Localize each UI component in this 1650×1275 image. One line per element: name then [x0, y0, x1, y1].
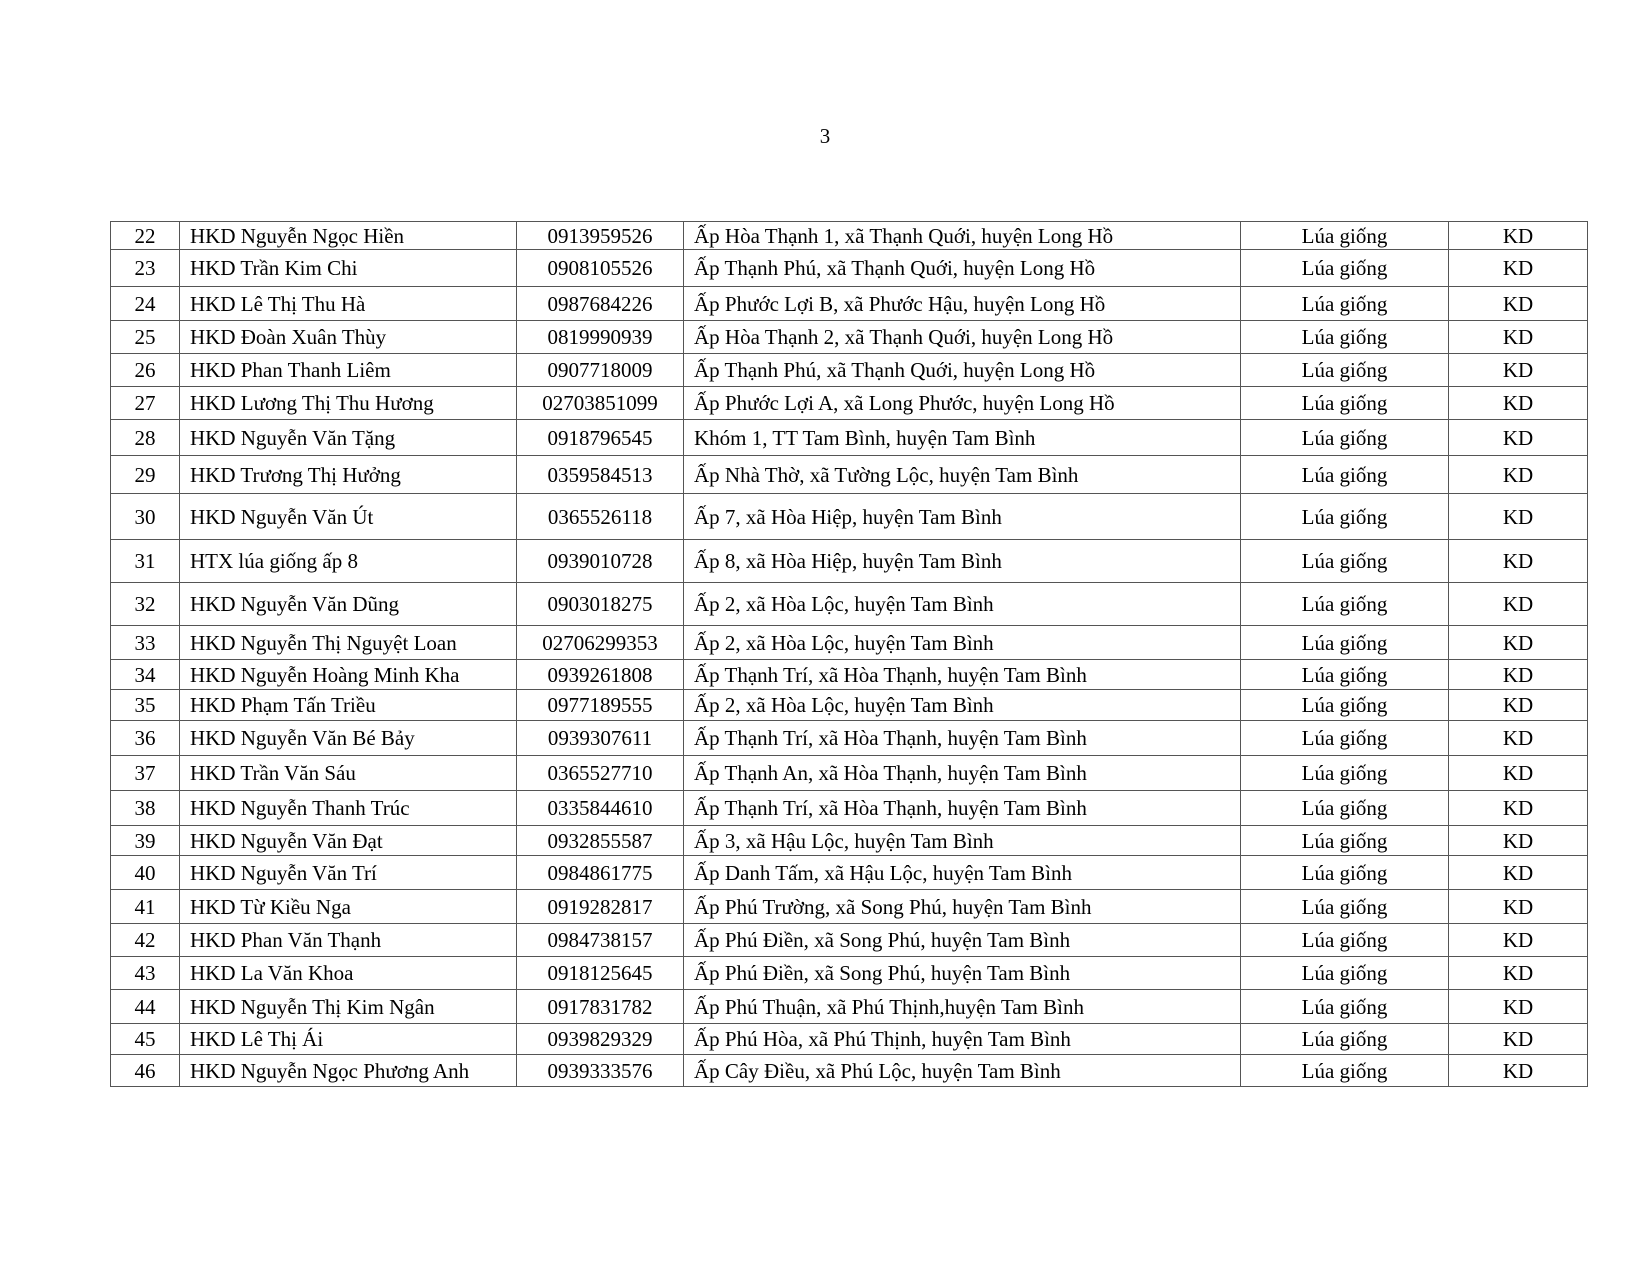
business-name-cell: HKD Nguyễn Thị Nguyệt Loan	[180, 626, 517, 660]
type-cell: KD	[1449, 456, 1588, 494]
phone-cell: 0932855587	[517, 826, 684, 856]
phone-cell: 0903018275	[517, 583, 684, 626]
product-cell: Lúa giống	[1241, 354, 1449, 387]
type-cell: KD	[1449, 721, 1588, 756]
type-cell: KD	[1449, 287, 1588, 321]
address-cell: Ấp Phước Lợi B, xã Phước Hậu, huyện Long Hồ	[684, 287, 1241, 321]
address-cell: Ấp Hòa Thạnh 1, xã Thạnh Quới, huyện Long Hồ	[684, 222, 1241, 250]
row-number-cell: 42	[111, 924, 180, 957]
phone-cell: 0913959526	[517, 222, 684, 250]
business-name-cell: HKD Phan Văn Thạnh	[180, 924, 517, 957]
business-name-cell: HKD Trần Kim Chi	[180, 250, 517, 287]
table-row	[111, 321, 1588, 354]
address-cell: Ấp Phú Điền, xã Song Phú, huyện Tam Bình	[684, 957, 1241, 990]
product-cell: Lúa giống	[1241, 924, 1449, 957]
type-cell: KD	[1449, 387, 1588, 420]
table-row	[111, 957, 1588, 990]
product-cell: Lúa giống	[1241, 791, 1449, 826]
address-cell: Ấp Cây Điều, xã Phú Lộc, huyện Tam Bình	[684, 1055, 1241, 1087]
row-number-cell: 32	[111, 583, 180, 626]
business-registry-table	[110, 221, 1588, 1087]
business-name-cell: HKD Nguyễn Thị Kim Ngân	[180, 990, 517, 1024]
row-number-cell: 33	[111, 626, 180, 660]
table-row	[111, 660, 1588, 690]
business-name-cell: HKD Nguyễn Văn Bé Bảy	[180, 721, 517, 756]
type-cell: KD	[1449, 1055, 1588, 1087]
business-name-cell: HKD Đoàn Xuân Thùy	[180, 321, 517, 354]
table-row	[111, 494, 1588, 540]
row-number-cell: 46	[111, 1055, 180, 1087]
product-cell: Lúa giống	[1241, 690, 1449, 721]
address-cell: Ấp 2, xã Hòa Lộc, huyện Tam Bình	[684, 626, 1241, 660]
type-cell: KD	[1449, 222, 1588, 250]
table-row	[111, 756, 1588, 791]
row-number-cell: 28	[111, 420, 180, 456]
table-row	[111, 626, 1588, 660]
phone-cell: 0907718009	[517, 354, 684, 387]
type-cell: KD	[1449, 540, 1588, 583]
business-name-cell: HKD Trần Văn Sáu	[180, 756, 517, 791]
business-name-cell: HKD Lê Thị Thu Hà	[180, 287, 517, 321]
type-cell: KD	[1449, 321, 1588, 354]
row-number-cell: 30	[111, 494, 180, 540]
row-number-cell: 40	[111, 856, 180, 890]
address-cell: Ấp 2, xã Hòa Lộc, huyện Tam Bình	[684, 583, 1241, 626]
product-cell: Lúa giống	[1241, 420, 1449, 456]
phone-cell: 0819990939	[517, 321, 684, 354]
product-cell: Lúa giống	[1241, 660, 1449, 690]
type-cell: KD	[1449, 494, 1588, 540]
product-cell: Lúa giống	[1241, 250, 1449, 287]
phone-cell: 02706299353	[517, 626, 684, 660]
business-name-cell: HKD Lê Thị Ái	[180, 1024, 517, 1055]
product-cell: Lúa giống	[1241, 721, 1449, 756]
row-number-cell: 43	[111, 957, 180, 990]
type-cell: KD	[1449, 626, 1588, 660]
type-cell: KD	[1449, 583, 1588, 626]
product-cell: Lúa giống	[1241, 222, 1449, 250]
table-row	[111, 387, 1588, 420]
address-cell: Ấp Phú Trường, xã Song Phú, huyện Tam Bình	[684, 890, 1241, 924]
product-cell: Lúa giống	[1241, 540, 1449, 583]
type-cell: KD	[1449, 354, 1588, 387]
phone-cell: 0365526118	[517, 494, 684, 540]
phone-cell: 0939829329	[517, 1024, 684, 1055]
type-cell: KD	[1449, 756, 1588, 791]
type-cell: KD	[1449, 826, 1588, 856]
table-row	[111, 1024, 1588, 1055]
business-name-cell: HKD Nguyễn Văn Tặng	[180, 420, 517, 456]
row-number-cell: 25	[111, 321, 180, 354]
business-name-cell: HKD Phạm Tấn Triều	[180, 690, 517, 721]
product-cell: Lúa giống	[1241, 287, 1449, 321]
business-name-cell: HKD Nguyễn Hoàng Minh Kha	[180, 660, 517, 690]
type-cell: KD	[1449, 420, 1588, 456]
phone-cell: 0984738157	[517, 924, 684, 957]
phone-cell: 0939307611	[517, 721, 684, 756]
phone-cell: 02703851099	[517, 387, 684, 420]
phone-cell: 0919282817	[517, 890, 684, 924]
product-cell: Lúa giống	[1241, 957, 1449, 990]
product-cell: Lúa giống	[1241, 387, 1449, 420]
business-name-cell: HKD Nguyễn Văn Đạt	[180, 826, 517, 856]
address-cell: Ấp Phước Lợi A, xã Long Phước, huyện Long Hồ	[684, 387, 1241, 420]
table-row	[111, 826, 1588, 856]
product-cell: Lúa giống	[1241, 756, 1449, 791]
phone-cell: 0917831782	[517, 990, 684, 1024]
table-row	[111, 791, 1588, 826]
product-cell: Lúa giống	[1241, 321, 1449, 354]
table-row	[111, 690, 1588, 721]
table-row	[111, 287, 1588, 321]
business-name-cell: HKD Nguyễn Thanh Trúc	[180, 791, 517, 826]
product-cell: Lúa giống	[1241, 456, 1449, 494]
address-cell: Ấp Hòa Thạnh 2, xã Thạnh Quới, huyện Long Hồ	[684, 321, 1241, 354]
address-cell: Ấp 8, xã Hòa Hiệp, huyện Tam Bình	[684, 540, 1241, 583]
row-number-cell: 41	[111, 890, 180, 924]
row-number-cell: 45	[111, 1024, 180, 1055]
address-cell: Ấp Phú Thuận, xã Phú Thịnh,huyện Tam Bình	[684, 990, 1241, 1024]
product-cell: Lúa giống	[1241, 890, 1449, 924]
row-number-cell: 38	[111, 791, 180, 826]
type-cell: KD	[1449, 957, 1588, 990]
product-cell: Lúa giống	[1241, 494, 1449, 540]
row-number-cell: 34	[111, 660, 180, 690]
business-name-cell: HKD Nguyễn Ngọc Phương Anh	[180, 1055, 517, 1087]
business-name-cell: HKD Trương Thị Hưởng	[180, 456, 517, 494]
address-cell: Ấp Phú Điền, xã Song Phú, huyện Tam Bình	[684, 924, 1241, 957]
table-row	[111, 924, 1588, 957]
type-cell: KD	[1449, 791, 1588, 826]
table-row	[111, 890, 1588, 924]
table-row	[111, 420, 1588, 456]
phone-cell: 0939010728	[517, 540, 684, 583]
business-name-cell: HKD La Văn Khoa	[180, 957, 517, 990]
type-cell: KD	[1449, 924, 1588, 957]
address-cell: Ấp Danh Tấm, xã Hậu Lộc, huyện Tam Bình	[684, 856, 1241, 890]
product-cell: Lúa giống	[1241, 990, 1449, 1024]
phone-cell: 0987684226	[517, 287, 684, 321]
phone-cell: 0359584513	[517, 456, 684, 494]
phone-cell: 0365527710	[517, 756, 684, 791]
product-cell: Lúa giống	[1241, 826, 1449, 856]
table-row	[111, 354, 1588, 387]
row-number-cell: 23	[111, 250, 180, 287]
table-row	[111, 540, 1588, 583]
type-cell: KD	[1449, 1024, 1588, 1055]
phone-cell: 0977189555	[517, 690, 684, 721]
table-row	[111, 583, 1588, 626]
phone-cell: 0918125645	[517, 957, 684, 990]
table-row	[111, 856, 1588, 890]
table-row	[111, 456, 1588, 494]
table-row	[111, 1055, 1588, 1087]
address-cell: Ấp Thạnh Trí, xã Hòa Thạnh, huyện Tam Bình	[684, 791, 1241, 826]
business-name-cell: HKD Từ Kiều Nga	[180, 890, 517, 924]
row-number-cell: 36	[111, 721, 180, 756]
phone-cell: 0939333576	[517, 1055, 684, 1087]
row-number-cell: 22	[111, 222, 180, 250]
business-name-cell: HKD Nguyễn Văn Trí	[180, 856, 517, 890]
address-cell: Ấp 7, xã Hòa Hiệp, huyện Tam Bình	[684, 494, 1241, 540]
address-cell: Ấp Phú Hòa, xã Phú Thịnh, huyện Tam Bình	[684, 1024, 1241, 1055]
type-cell: KD	[1449, 890, 1588, 924]
table-row	[111, 222, 1588, 250]
phone-cell: 0908105526	[517, 250, 684, 287]
product-cell: Lúa giống	[1241, 583, 1449, 626]
row-number-cell: 35	[111, 690, 180, 721]
product-cell: Lúa giống	[1241, 856, 1449, 890]
product-cell: Lúa giống	[1241, 1055, 1449, 1087]
table-body	[111, 222, 1588, 1087]
table-row	[111, 990, 1588, 1024]
address-cell: Ấp 2, xã Hòa Lộc, huyện Tam Bình	[684, 690, 1241, 721]
business-name-cell: HKD Phan Thanh Liêm	[180, 354, 517, 387]
row-number-cell: 39	[111, 826, 180, 856]
phone-cell: 0984861775	[517, 856, 684, 890]
type-cell: KD	[1449, 990, 1588, 1024]
address-cell: Ấp 3, xã Hậu Lộc, huyện Tam Bình	[684, 826, 1241, 856]
business-name-cell: HKD Nguyễn Văn Dũng	[180, 583, 517, 626]
row-number-cell: 24	[111, 287, 180, 321]
type-cell: KD	[1449, 690, 1588, 721]
business-name-cell: HKD Lương Thị Thu Hương	[180, 387, 517, 420]
address-cell: Ấp Thạnh Phú, xã Thạnh Quới, huyện Long Hồ	[684, 250, 1241, 287]
business-name-cell: HKD Nguyễn Văn Út	[180, 494, 517, 540]
product-cell: Lúa giống	[1241, 1024, 1449, 1055]
row-number-cell: 29	[111, 456, 180, 494]
business-name-cell: HKD Nguyễn Ngọc Hiền	[180, 222, 517, 250]
address-cell: Khóm 1, TT Tam Bình, huyện Tam Bình	[684, 420, 1241, 456]
product-cell: Lúa giống	[1241, 626, 1449, 660]
business-name-cell: HTX lúa giống ấp 8	[180, 540, 517, 583]
table-row	[111, 250, 1588, 287]
phone-cell: 0918796545	[517, 420, 684, 456]
row-number-cell: 44	[111, 990, 180, 1024]
row-number-cell: 31	[111, 540, 180, 583]
address-cell: Ấp Thạnh Trí, xã Hòa Thạnh, huyện Tam Bình	[684, 721, 1241, 756]
address-cell: Ấp Thạnh An, xã Hòa Thạnh, huyện Tam Bình	[684, 756, 1241, 791]
row-number-cell: 37	[111, 756, 180, 791]
type-cell: KD	[1449, 856, 1588, 890]
phone-cell: 0939261808	[517, 660, 684, 690]
type-cell: KD	[1449, 250, 1588, 287]
address-cell: Ấp Nhà Thờ, xã Tường Lộc, huyện Tam Bình	[684, 456, 1241, 494]
phone-cell: 0335844610	[517, 791, 684, 826]
row-number-cell: 26	[111, 354, 180, 387]
address-cell: Ấp Thạnh Phú, xã Thạnh Quới, huyện Long Hồ	[684, 354, 1241, 387]
table-row	[111, 721, 1588, 756]
type-cell: KD	[1449, 660, 1588, 690]
row-number-cell: 27	[111, 387, 180, 420]
address-cell: Ấp Thạnh Trí, xã Hòa Thạnh, huyện Tam Bình	[684, 660, 1241, 690]
page-number: 3	[819, 124, 831, 148]
